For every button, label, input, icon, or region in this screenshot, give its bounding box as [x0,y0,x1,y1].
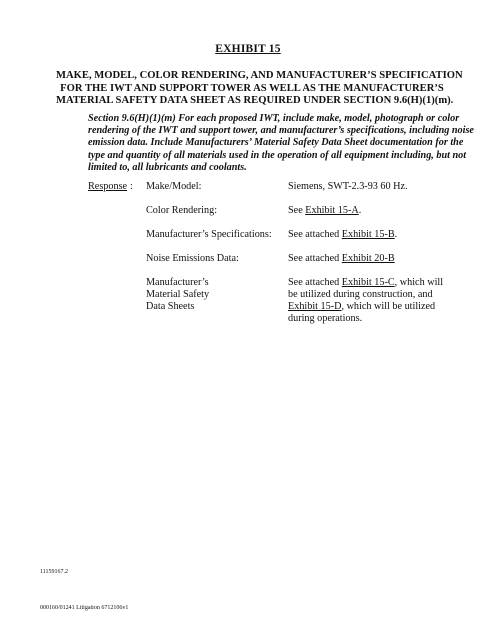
exhibit-15a-link[interactable]: Exhibit 15-A [305,205,359,216]
section-reference: Section 9.6(H)(1)(m) [88,113,176,124]
section-line: type and quantity of all materials used in the operation of all equipment including, but not [88,149,467,161]
exhibit-title: EXHIBIT 15 [215,43,281,55]
exhibit-15b-link[interactable]: Exhibit 15-B [341,229,395,240]
exhibit-15d-link[interactable]: Exhibit 15-D [288,301,342,312]
msds-value-line: be utilized during construction, and [288,289,433,300]
msds-value-line: during operations. [288,313,363,324]
exhibit-20b-link[interactable]: Exhibit 20-B [341,253,395,264]
section-line [88,113,460,125]
noise-emissions-label: Noise Emissions Data: [146,253,239,264]
section-line: limited to, all lubricants and coolants. [88,161,247,173]
footer-litigation-id: 000160/01241 Litigation 6712106v1 [40,605,129,611]
heading-line: FOR THE IWT AND SUPPORT TOWER AS WELL AS THE MANUFACTURER’S [60,82,444,94]
msds-label-line: Manufacturer’s [146,277,209,288]
color-rendering-label: Color Rendering: [146,205,218,216]
specifications-value: See attached Exhibit 15-B. [288,229,398,240]
section-text: For each proposed IWT, include make, model, photograph or color [175,113,460,124]
specifications-label: Manufacturer’s Specifications: [146,229,272,240]
section-line: emission data. Include Manufacturers’ Material Safety Data Sheet documentation for the [88,137,464,149]
document-heading [56,70,463,108]
exhibit-15c-link[interactable]: Exhibit 15-C [341,277,395,288]
make-model-label: Make/Model: [146,181,202,192]
footer-document-id: 11159167.2 [40,569,69,575]
noise-emissions-value: See attached Exhibit 20-B [288,253,395,264]
section-requirement [88,113,474,174]
section-line: rendering of the IWT and support tower, and manufacturer’s specifications, including noise [88,125,474,137]
response-label: Response [88,181,128,192]
make-model-value: Siemens, SWT-2.3-93 60 Hz. [288,181,408,192]
msds-value-line: See attached Exhibit 15-C, which will [288,277,444,288]
msds-label-line: Material Safety [146,289,210,300]
heading-line: MAKE, MODEL, COLOR RENDERING, AND MANUFACTURER’S SPECIFICATION [56,70,463,81]
heading-line: MATERIAL SAFETY DATA SHEET AS REQUIRED UNDER SECTION 9.6(H)(1)(m). [56,95,454,106]
color-rendering-value: See Exhibit 15-A. [288,205,362,216]
response-colon: : [130,181,133,192]
msds-label-line: Data Sheets [146,301,195,312]
msds-value-line: Exhibit 15-D, which will be utilized [288,301,436,312]
